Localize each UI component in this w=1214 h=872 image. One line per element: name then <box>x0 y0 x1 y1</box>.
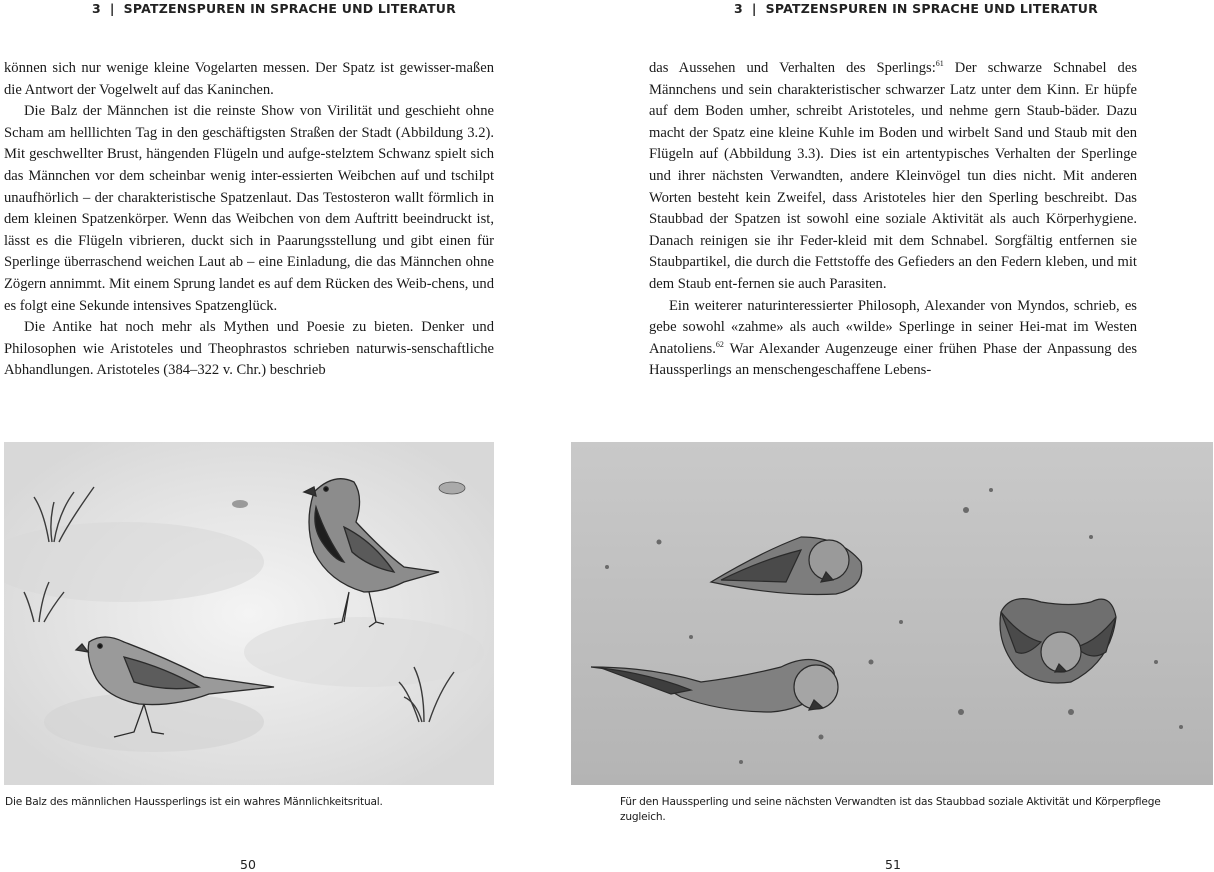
body-text-left <box>4 58 494 382</box>
chapter-title: SPATZENSPUREN IN SPRACHE UND LITERATUR <box>765 1 1098 16</box>
left-page <box>0 0 600 872</box>
chapter-title: SPATZENSPUREN IN SPRACHE UND LITERATUR <box>123 1 456 16</box>
chapter-number: 3 <box>92 1 101 16</box>
figure-dustbath-photo <box>571 442 1213 785</box>
paragraph: können sich nur wenige kleine Vogelarten messen. Der Spatz ist gewisser-maßen die Antwort der Vogelwelt auf das Kaninchen. <box>4 60 494 98</box>
right-page <box>607 0 1214 872</box>
running-head-left <box>92 1 456 19</box>
paragraph-text: das Aussehen und Verhalten des Sperlings: <box>649 60 936 76</box>
footnote-ref-62: 62 <box>715 339 724 349</box>
paragraph-text: War Alexander Augenzeuge einer frühen Phase der Anpassung des Haussperlings an menschengeschaffene Lebens- <box>649 340 1137 379</box>
sparrow-dustbath-drawing <box>571 442 1213 785</box>
figure-courtship-illustration <box>4 442 494 785</box>
page-number-left: 50 <box>240 857 256 872</box>
figure-caption-left: Die Balz des männlichen Haussperlings ist ein wahres Männlichkeitsritual. <box>5 796 383 808</box>
paragraph: Die Antike hat noch mehr als Mythen und Poesie zu bieten. Denker und Philosophen wie Aristoteles und Theophrastos schrieben naturwis-senschaftliche Abhandlungen. Aristoteles (384–322 v. Chr.) beschrieb <box>4 319 494 379</box>
figure-caption-right: Für den Haussperling und seine nächsten Verwandten ist das Staubbad soziale Aktivität und Körperpflege zugleich. <box>620 796 1161 823</box>
paragraph-text: Ein weiterer naturinteressierter Philosoph, Alexander von Myndos, schrieb, es gebe sowohl «zahme» als auch «wilde» Sperlinge in seiner Hei-mat im Westen Anatoliens. <box>649 297 1137 357</box>
chapter-number: 3 <box>734 1 743 16</box>
paragraph: Die Balz der Männchen ist die reinste Show von Virilität und geschieht ohne Scham am helllichten Tag in den geschäftigsten Straßen der Stadt (Abbildung 3.2). Mit geschwellter Brust, hängenden Flügeln und aufge-stelztem Schwanz spielt sich das Männchen vor dem scheinbar wenig inter-essierten Weibchen auf und tschilpt unaufhörlich – der charakteristische Spatzenlaut. Das Testosteron wallt förmlich in dem kleinen Spatzenkörper. Wenn das Weibchen von dem Auftritt beeindruckt ist, lässt es die Flügeln vibrieren, duckt sich in Paarungsstellung und gibt einen für Sperlinge überraschend weichen Laut ab – eine Einladung, die das Männchen ohne Zögern annimmt. Mit einem Sprung landet es auf dem Rücken des Weib-chens, und es folgt eine Sekunde intensives Spatzenglück. <box>4 103 494 314</box>
paragraph <box>649 58 1137 296</box>
paragraph <box>649 296 1137 382</box>
body-text-right <box>649 58 1137 382</box>
running-head-separator: | <box>109 1 115 16</box>
running-head-separator: | <box>751 1 757 16</box>
paragraph-text: Der schwarze Schnabel des Männchens und sein charakteristischer schwarzer Latz unter dem Kinn. Er hüpfe auf dem Boden umher, schreibt Aristoteles, und nehme gern Staub-bäder. Dazu macht der Spatz eine kleine Kuhle im Boden und wirbelt Sand und Staub mit den Flügeln auf (Abbildung 3.3). Dies ist ein artentypisches Verhalten der Sperlinge und ihrer nächsten Verwandten, andere Kleinvögel tun dies nicht. Mit anderen Worten besteht kein Zweifel, dass Aristoteles hier den Sperling beschreibt. Das Staubbad der Spatzen ist sowohl eine soziale Aktivität als auch Körperhygiene. Danach reinigen sie ihr Feder-kleid mit dem Schnabel. Sorgfältig entfernen sie Staubpartikel, die durch die Fettstoffe des Gefieders an den Federn kleben, und mit dem Staub ent-fernen sie auch Parasiten. <box>649 60 1137 292</box>
sparrow-courtship-drawing <box>4 442 494 785</box>
running-head-right <box>734 1 1098 19</box>
footnote-ref-61: 61 <box>935 59 944 69</box>
page-number-right: 51 <box>885 857 901 872</box>
